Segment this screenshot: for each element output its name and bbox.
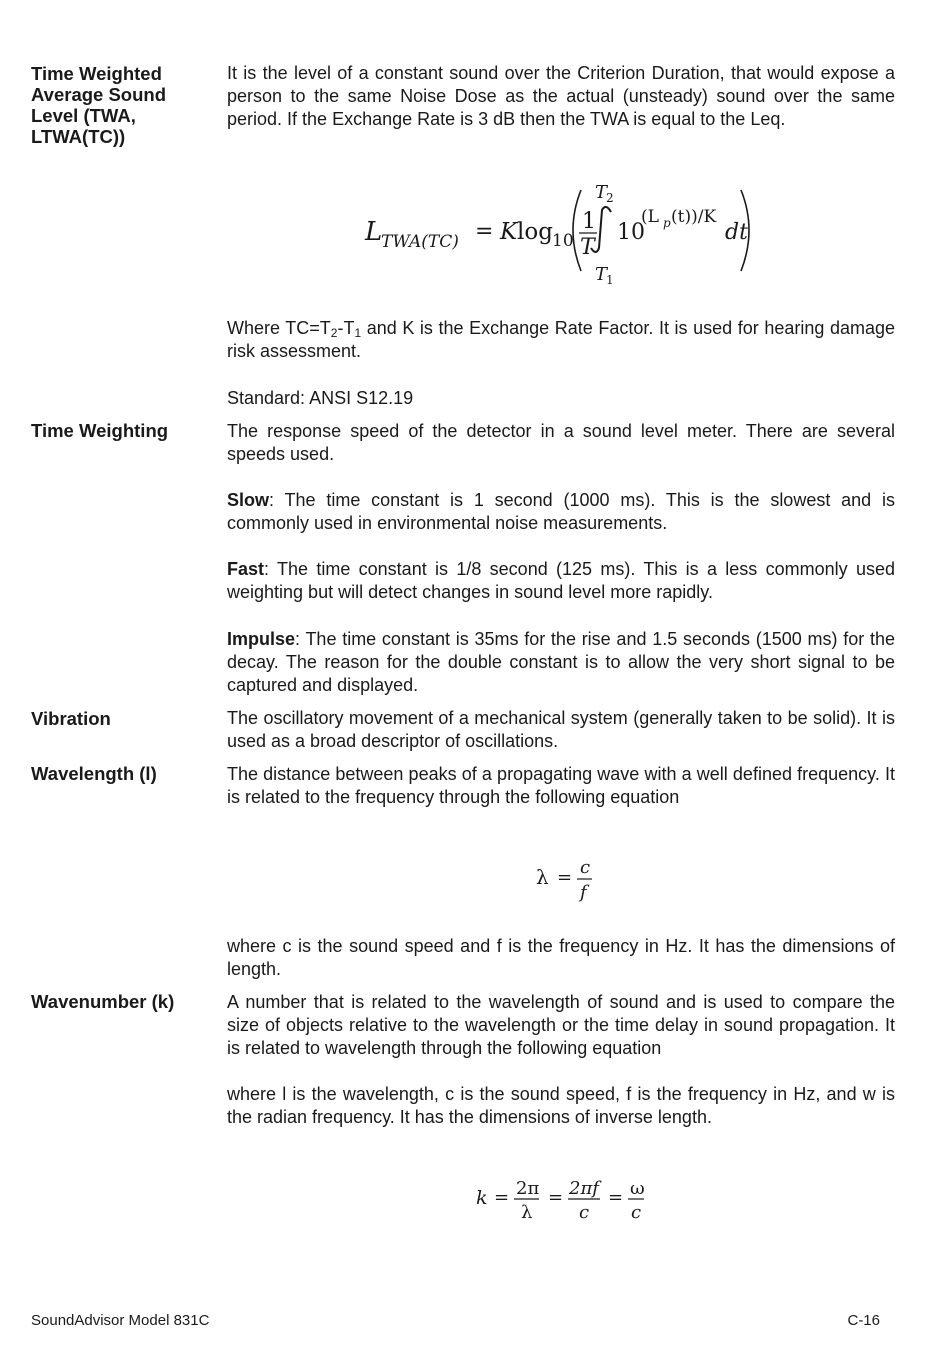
eq-twa-T: T: [580, 235, 595, 260]
time-weighting-definition: The response speed of the detector in a sound level meter. There are several speeds used.: [227, 421, 895, 464]
eq-twa-eq: =: [475, 219, 494, 244]
eq-lambda-lhs: λ: [536, 865, 549, 889]
lambda-equation: [530, 855, 600, 907]
eq-twa-log: log: [517, 219, 553, 245]
eq-k-f2-num: 2πf: [569, 1178, 599, 1199]
footer-page-number: C-16: [847, 1312, 880, 1329]
eq-k-f1-den: λ: [521, 1202, 533, 1223]
eq-twa-lower-sub: 1: [606, 273, 614, 287]
footer-model: SoundAdvisor Model 831C: [31, 1312, 210, 1329]
eq-lambda-eq: =: [557, 867, 573, 888]
eq-k-f1-num: 2π: [516, 1178, 540, 1199]
wavenumber-definition: A number that is related to the wavelength of sound and is used to compare the size of objects relative to the wavelength or the time delay in sound propagation. It is related to wavelength through the following equation: [227, 992, 895, 1058]
eq-k-lhs: k: [476, 1187, 488, 1209]
wavenumber-equation: [468, 1175, 658, 1227]
term-vibration: Vibration: [31, 708, 111, 729]
vibration-definition: The oscillatory movement of a mechanical system (generally taken to be solid). It is used as a broad descriptor of oscillations.: [227, 708, 895, 751]
eq-k-f3-den: c: [631, 1202, 642, 1223]
eq-twa-dt: dt: [725, 220, 748, 245]
eq-twa-lsub: TWA(TC): [381, 232, 459, 252]
eq-lambda-num: c: [580, 857, 591, 878]
twa-equation: [355, 176, 765, 288]
twa-standard: Standard: ANSI S12.19: [227, 388, 414, 408]
eq-twa-logbase: 10: [552, 231, 574, 251]
eq-twa-lower: T: [595, 264, 608, 285]
wavelength-definition: The distance between peaks of a propagating wave with a well defined frequency. It is related to the frequency through the following equation: [227, 764, 895, 807]
term-wavenumber: Wavenumber (k): [31, 991, 175, 1012]
term-twa: Time Weighted Average Sound Level (TWA, LTWA(TC)): [31, 63, 167, 147]
eq-twa-upper-sub: 2: [606, 191, 614, 205]
time-weighting-fast: Fast: The time constant is 1/8 second (125 ms). This is a less commonly used weighting but will detect changes in sound level more rapidly.: [227, 559, 895, 602]
term-time-weighting: Time Weighting: [31, 420, 169, 441]
eq-k-eq1: =: [494, 1187, 510, 1208]
eq-k-f2-den: c: [579, 1202, 590, 1223]
term-wavelength: Wavelength (l): [31, 763, 157, 784]
eq-twa-upper: T: [595, 182, 608, 203]
eq-k-eq2: =: [548, 1187, 564, 1208]
twa-definition: It is the level of a constant sound over the Criterion Duration, that would expose a person to the same Noise Dose as the actual (unsteady) sound over the same period. If the Exchange Rate is 3 dB then the TWA is equal to the Leq.: [227, 63, 895, 129]
eq-twa-exp-p: p: [663, 216, 671, 230]
eq-twa-exp-rest: (t))/K: [671, 207, 717, 227]
eq-k-f3-num: ω: [630, 1178, 645, 1199]
wavelength-where: where c is the sound speed and f is the frequency in Hz. It has the dimensions of length.: [227, 936, 895, 979]
eq-k-eq3: =: [608, 1187, 624, 1208]
time-weighting-slow: Slow: The time constant is 1 second (1000 ms). This is the slowest and is commonly used in environmental noise measurements.: [227, 490, 895, 533]
eq-twa-exp: (L: [641, 207, 659, 227]
time-weighting-impulse: Impulse: The time constant is 35ms for the rise and 1.5 seconds (1500 ms) for the decay. The reason for the double constant is to allow the very short signal to be captured and displayed.: [227, 629, 895, 695]
eq-twa-K: K: [500, 219, 518, 245]
eq-twa-ten: 10: [617, 220, 645, 245]
eq-twa-one: 1: [582, 209, 596, 234]
twa-where: Where $TC=T_2-T_1$ and K is the Exchange Rate Factor. It is used for hearing damage risk assessment.: [227, 318, 895, 361]
wavenumber-where: where l is the wavelength, c is the sound speed, f is the frequency in Hz, and w is the radian frequency. It has the dimensions of inverse length.: [227, 1084, 895, 1127]
eq-twa-L: L: [365, 217, 383, 247]
eq-lambda-den: f: [580, 882, 587, 903]
